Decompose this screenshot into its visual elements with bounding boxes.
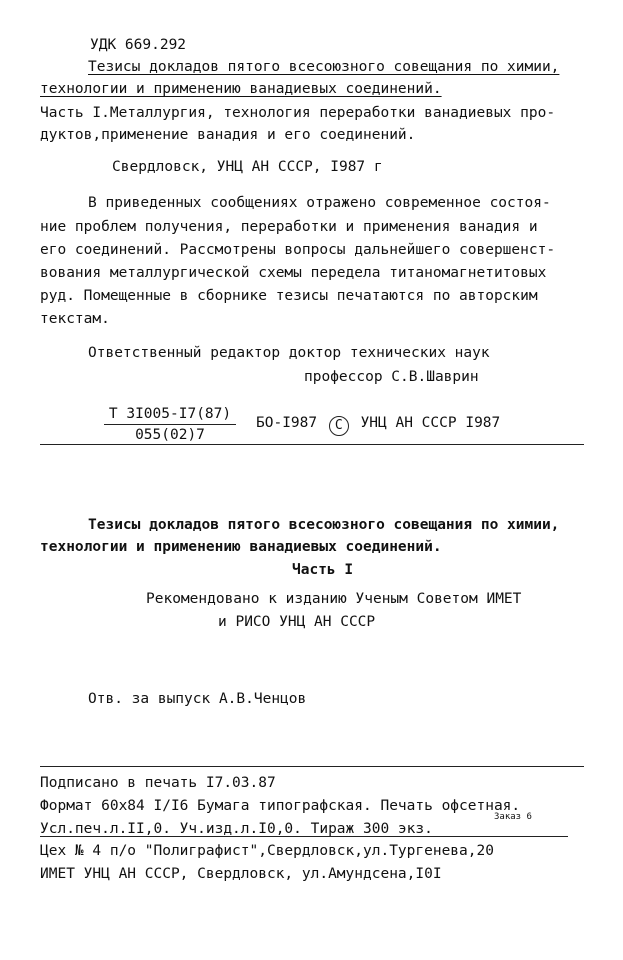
imprint: Свердловск, УНЦ АН СССР, I987 г [112,159,383,175]
code-tail [256,414,500,436]
part-line-1: Часть I.Металлургия, технология переработки ванадиевых про- [40,105,556,121]
editor-line-2: профессор С.В.Шаврин [304,369,479,385]
publication-code [104,404,236,445]
second-part: Часть I [292,562,354,578]
footer-line-4: Цех № 4 п/о "Полиграфист",Свердловск,ул.Тургенева,20 [40,843,494,859]
footer-line-2: Формат 60х84 I/I6 Бумага типографская. Печать офсетная. [40,798,521,814]
divider [40,444,584,445]
footer-divider [40,766,584,767]
copyright-icon: C [329,416,349,436]
order-number: Заказ 6 [494,812,532,822]
footer-line-5: ИМЕТ УНЦ АН СССР, Свердловск, ул.Амундсена,I0I [40,866,442,882]
code-org: УНЦ АН СССР I987 [360,415,501,431]
code-denominator: 055(02)7 [135,427,205,443]
footer-line-3: Усл.печ.л.II,0. Уч.изд.л.I0,0. Тираж 300 экз. [40,821,433,837]
title-line-1: Тезисы докладов пятого всесоюзного совещания по химии, [88,59,560,75]
title-line-2: технологии и применению ванадиевых соединений. [40,81,442,97]
abstract-line-5: руд. Помещенные в сборнике тезисы печатаются по авторским [40,288,538,304]
abstract-line-2: ние проблем получения, переработки и применения ванадия и [40,219,538,235]
footer-line-1: Подписано в печать I7.03.87 [40,775,276,791]
code-numerator: Т 3I005-I7(87) [104,404,236,425]
code-year: БО-I987 [256,415,318,431]
second-title-line-2: технологии и применению ванадиевых соединений. [40,539,442,555]
recommended-line-1: Рекомендовано к изданию Ученым Советом ИМЕТ [146,591,522,607]
footer-underline [40,836,568,837]
abstract-line-4: вования металлургической схемы передела титаномагнетитовых [40,265,547,281]
udk-code: УДК 669.292 [90,37,187,53]
abstract-line-6: текстам. [40,311,110,327]
abstract-line-1: В приведенных сообщениях отражено современное состоя- [88,195,551,211]
part-line-2: дуктов,применение ванадия и его соединений. [40,127,416,143]
recommended-line-2: и РИСО УНЦ АН СССР [218,614,376,630]
editor-line-1: Ответственный редактор доктор технических наук [88,345,490,361]
second-title-line-1: Тезисы докладов пятого всесоюзного совещания по химии, [88,517,560,533]
abstract-line-3: его соединений. Рассмотрены вопросы дальнейшего совершенст- [40,242,556,258]
responsible-person: Отв. за выпуск А.В.Ченцов [88,691,307,707]
